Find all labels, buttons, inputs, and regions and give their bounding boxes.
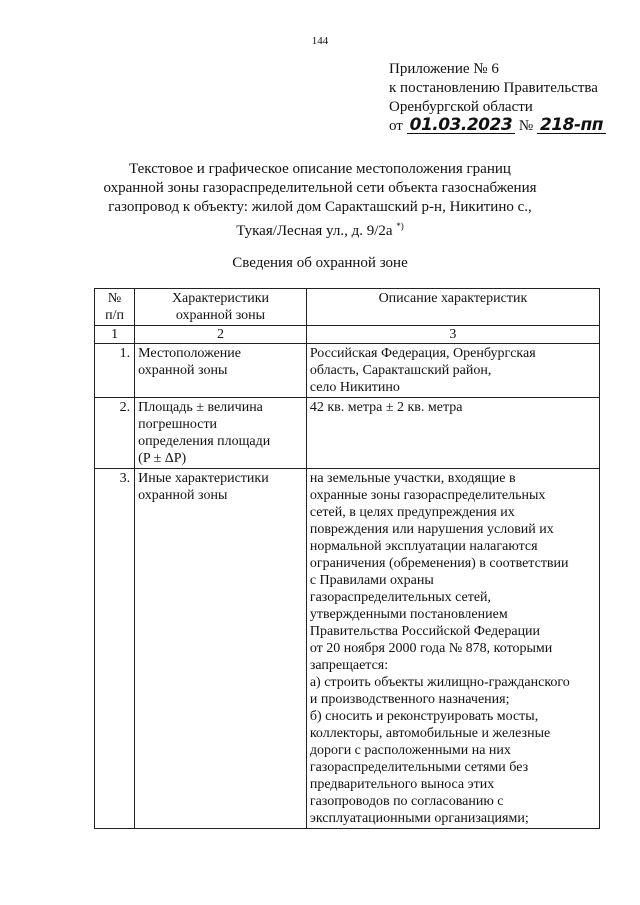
- title-line-1: Текстовое и графическое описание местоположения границ: [129, 161, 511, 177]
- row-characteristic: Площадь ± величина погрешности определения площади (P ± ΔP): [135, 398, 307, 469]
- appendix-block: [389, 60, 606, 136]
- row-characteristic: Местоположение охранной зоны: [135, 344, 307, 398]
- row-characteristic: Иные характеристики охранной зоны: [135, 469, 307, 829]
- row-description: на земельные участки, входящие в охранные зоны газораспределительных сетей, в целях предупреждения их повреждения или нарушения условий их нормальной эксплуатации налагаются ограничения (обременения) в соответствии с Правилами охраны газораспределительных сетей, утвержденными постановлением Правительства Российской Федерации от 20 ноября 2000 года № 878, которыми запрещается: а) строить объекты жилищно-гражданского и производственного назначения; б) сносить и реконструировать мосты, коллекторы, автомобильные и железные дороги с расположенными на них газораспределительными сетями без предварительного выноса этих газопроводов по согласованию с эксплуатационными организациями;: [306, 469, 599, 829]
- column-number: 2: [135, 326, 307, 344]
- footnote-mark: *): [396, 221, 404, 231]
- title-line-4: [60, 217, 580, 241]
- handwritten-date: 01.03.2023: [407, 117, 516, 134]
- row-description: 42 кв. метра ± 2 кв. метра: [306, 398, 599, 469]
- zone-info-table: [94, 288, 600, 829]
- table-row: [95, 398, 600, 469]
- appendix-line-3: Оренбургской области: [389, 99, 533, 115]
- column-numbers-row: [95, 326, 600, 344]
- column-number: 1: [95, 326, 135, 344]
- header-description: Описание характеристик: [306, 289, 599, 326]
- page-number: 144: [311, 35, 329, 47]
- document-title: [60, 160, 580, 241]
- appendix-date-line: [389, 117, 606, 136]
- title-line-3: газопровод к объекту: жилой дом Саракташский р-н, Никитино с.,: [108, 199, 532, 215]
- row-number: 2.: [95, 398, 135, 469]
- header-characteristics: Характеристики охранной зоны: [135, 289, 307, 326]
- title-line-2: охранной зоны газораспределительной сети объекта газоснабжения: [103, 180, 537, 196]
- row-number: 3.: [95, 469, 135, 829]
- header-number: № п/п: [95, 289, 135, 326]
- section-subtitle: Сведения об охранной зоне: [232, 255, 408, 271]
- table-row: [95, 469, 600, 829]
- column-number: 3: [306, 326, 599, 344]
- date-prefix: от: [389, 118, 403, 134]
- row-description: Российская Федерация, Оренбургская область, Саракташский район, село Никитино: [306, 344, 599, 398]
- appendix-line-2: к постановлению Правительства: [389, 80, 598, 96]
- handwritten-number: 218-пп: [537, 117, 606, 134]
- table-row: [95, 344, 600, 398]
- number-prefix: №: [518, 118, 534, 134]
- appendix-line-1: Приложение № 6: [389, 61, 499, 77]
- title-line-4-text: Тукая/Лесная ул., д. 9/2а: [236, 223, 393, 239]
- table-header-row: [95, 289, 600, 326]
- row-number: 1.: [95, 344, 135, 398]
